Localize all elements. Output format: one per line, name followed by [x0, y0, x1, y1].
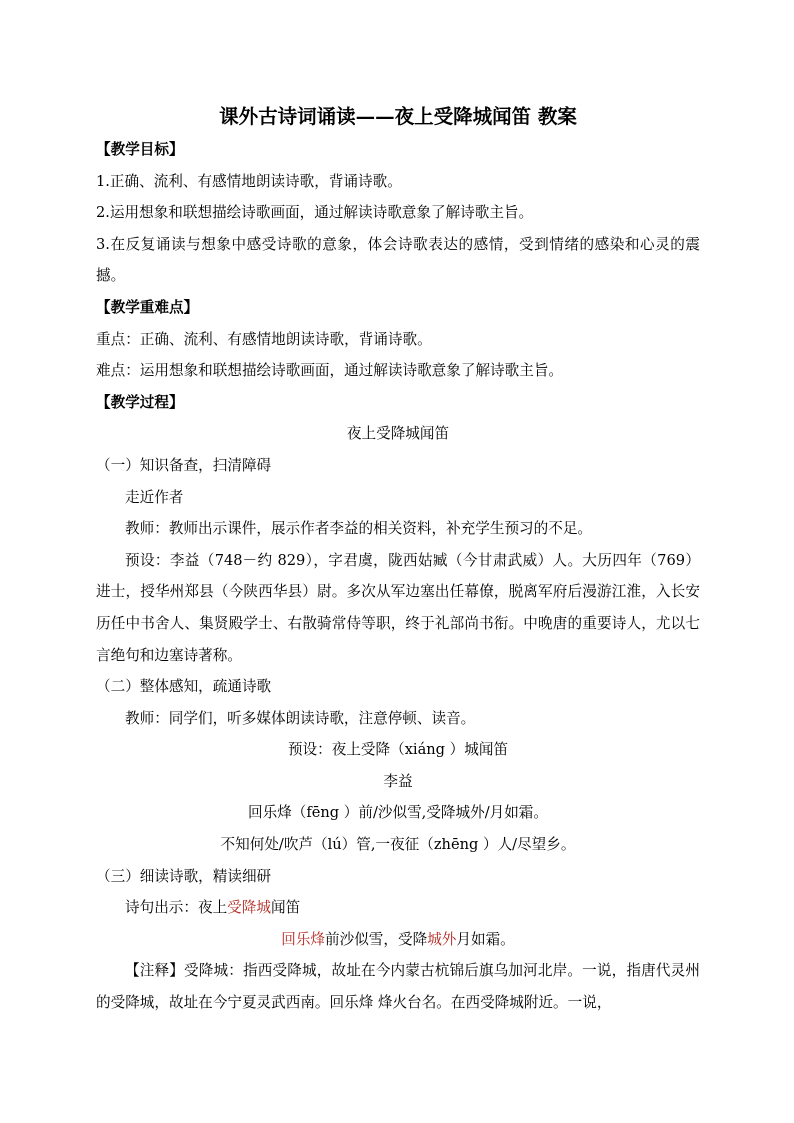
section2-author: 李益 [383, 772, 413, 790]
section2-line1: 教师：同学们，听多媒体朗读诗歌，注意停顿、读音。 [125, 709, 476, 727]
section1-line3: 预设：李益（748－约 829），字君虞，陇西姑臧（今甘肃武威）人。大历四年（769）进士，授华州郑县（今陕西华县）尉。多次从军边塞出任幕僚，脱离军府后漫游江淮，入长安历任中书舍人、集贤殿学士、右散骑常侍等职，终于礼部尚书衔。中晚唐的重要诗人，尤以七言绝句和边塞诗著称。 [96, 551, 700, 664]
poem-title: 夜上受降城闻笛 [346, 425, 450, 443]
section1-line2: 教师：教师出示课件，展示作者李益的相关资料，补充学生预习的不足。 [125, 520, 593, 538]
section3-verse-mid: 前沙似雪，受降 [325, 930, 428, 948]
hard-point: 难点：运用想象和联想描绘诗歌画面，通过解读诗歌意象了解诗歌主旨。 [96, 362, 564, 380]
section3-cue [96, 892, 700, 924]
section3-cue-prefix: 诗句出示：夜上 [125, 899, 228, 917]
section3-verse-red1: 回乐烽 [281, 930, 326, 948]
section3-verse-red2: 城外 [427, 930, 457, 948]
goal-item-1: 1.正确、流利、有感情地朗读诗歌，背诵诗歌。 [96, 172, 402, 190]
section2-poem-title: 预设：夜上受降（xiáng ）城闻笛 [287, 741, 509, 759]
section3-cue-suffix: 闻笛 [270, 899, 301, 917]
section2-verse1: 回乐烽（fēng ）前/沙似雪,受降城外/月如霜。 [248, 804, 548, 822]
section1-line1: 走近作者 [125, 488, 184, 506]
section2-verse2: 不知何处/吹芦（lú）管,一夜征（zhēng ）人/尽望乡。 [220, 836, 576, 854]
document-page [96, 100, 700, 1019]
section2-heading: （二）整体感知，疏通诗歌 [96, 678, 272, 696]
section3-verse [96, 924, 700, 956]
goals-heading: 【教学目标】 [96, 141, 184, 158]
section3-heading: （三）细读诗歌，精读细研 [96, 867, 272, 885]
key-heading: 【教学重难点】 [96, 298, 199, 316]
section1-heading: （一）知识备查，扫清障碍 [96, 456, 272, 474]
section3-note: 【注释】受降城：指西受降城，故址在今内蒙古杭锦后旗乌加河北岸。一说，指唐代灵州的受降城，故址在今宁夏灵武西南。回乐烽 烽火台名。在西受降城附近。一说， [96, 962, 700, 1012]
goal-item-3: 3.在反复诵读与想象中感受诗歌的意象，体会诗歌表达的感情，受到情绪的感染和心灵的震撼。 [96, 235, 700, 285]
key-point: 重点：正确、流利、有感情地朗读诗歌，背诵诗歌。 [96, 330, 432, 348]
page-title: 课外古诗词诵读——夜上受降城闻笛 教案 [219, 105, 577, 128]
section3-verse-end: 月如霜。 [456, 930, 515, 948]
goal-item-2: 2.运用想象和联想描绘诗歌画面，通过解读诗歌意象了解诗歌主旨。 [96, 204, 534, 222]
section3-cue-red: 受降城 [227, 899, 271, 917]
process-heading: 【教学过程】 [96, 393, 184, 411]
